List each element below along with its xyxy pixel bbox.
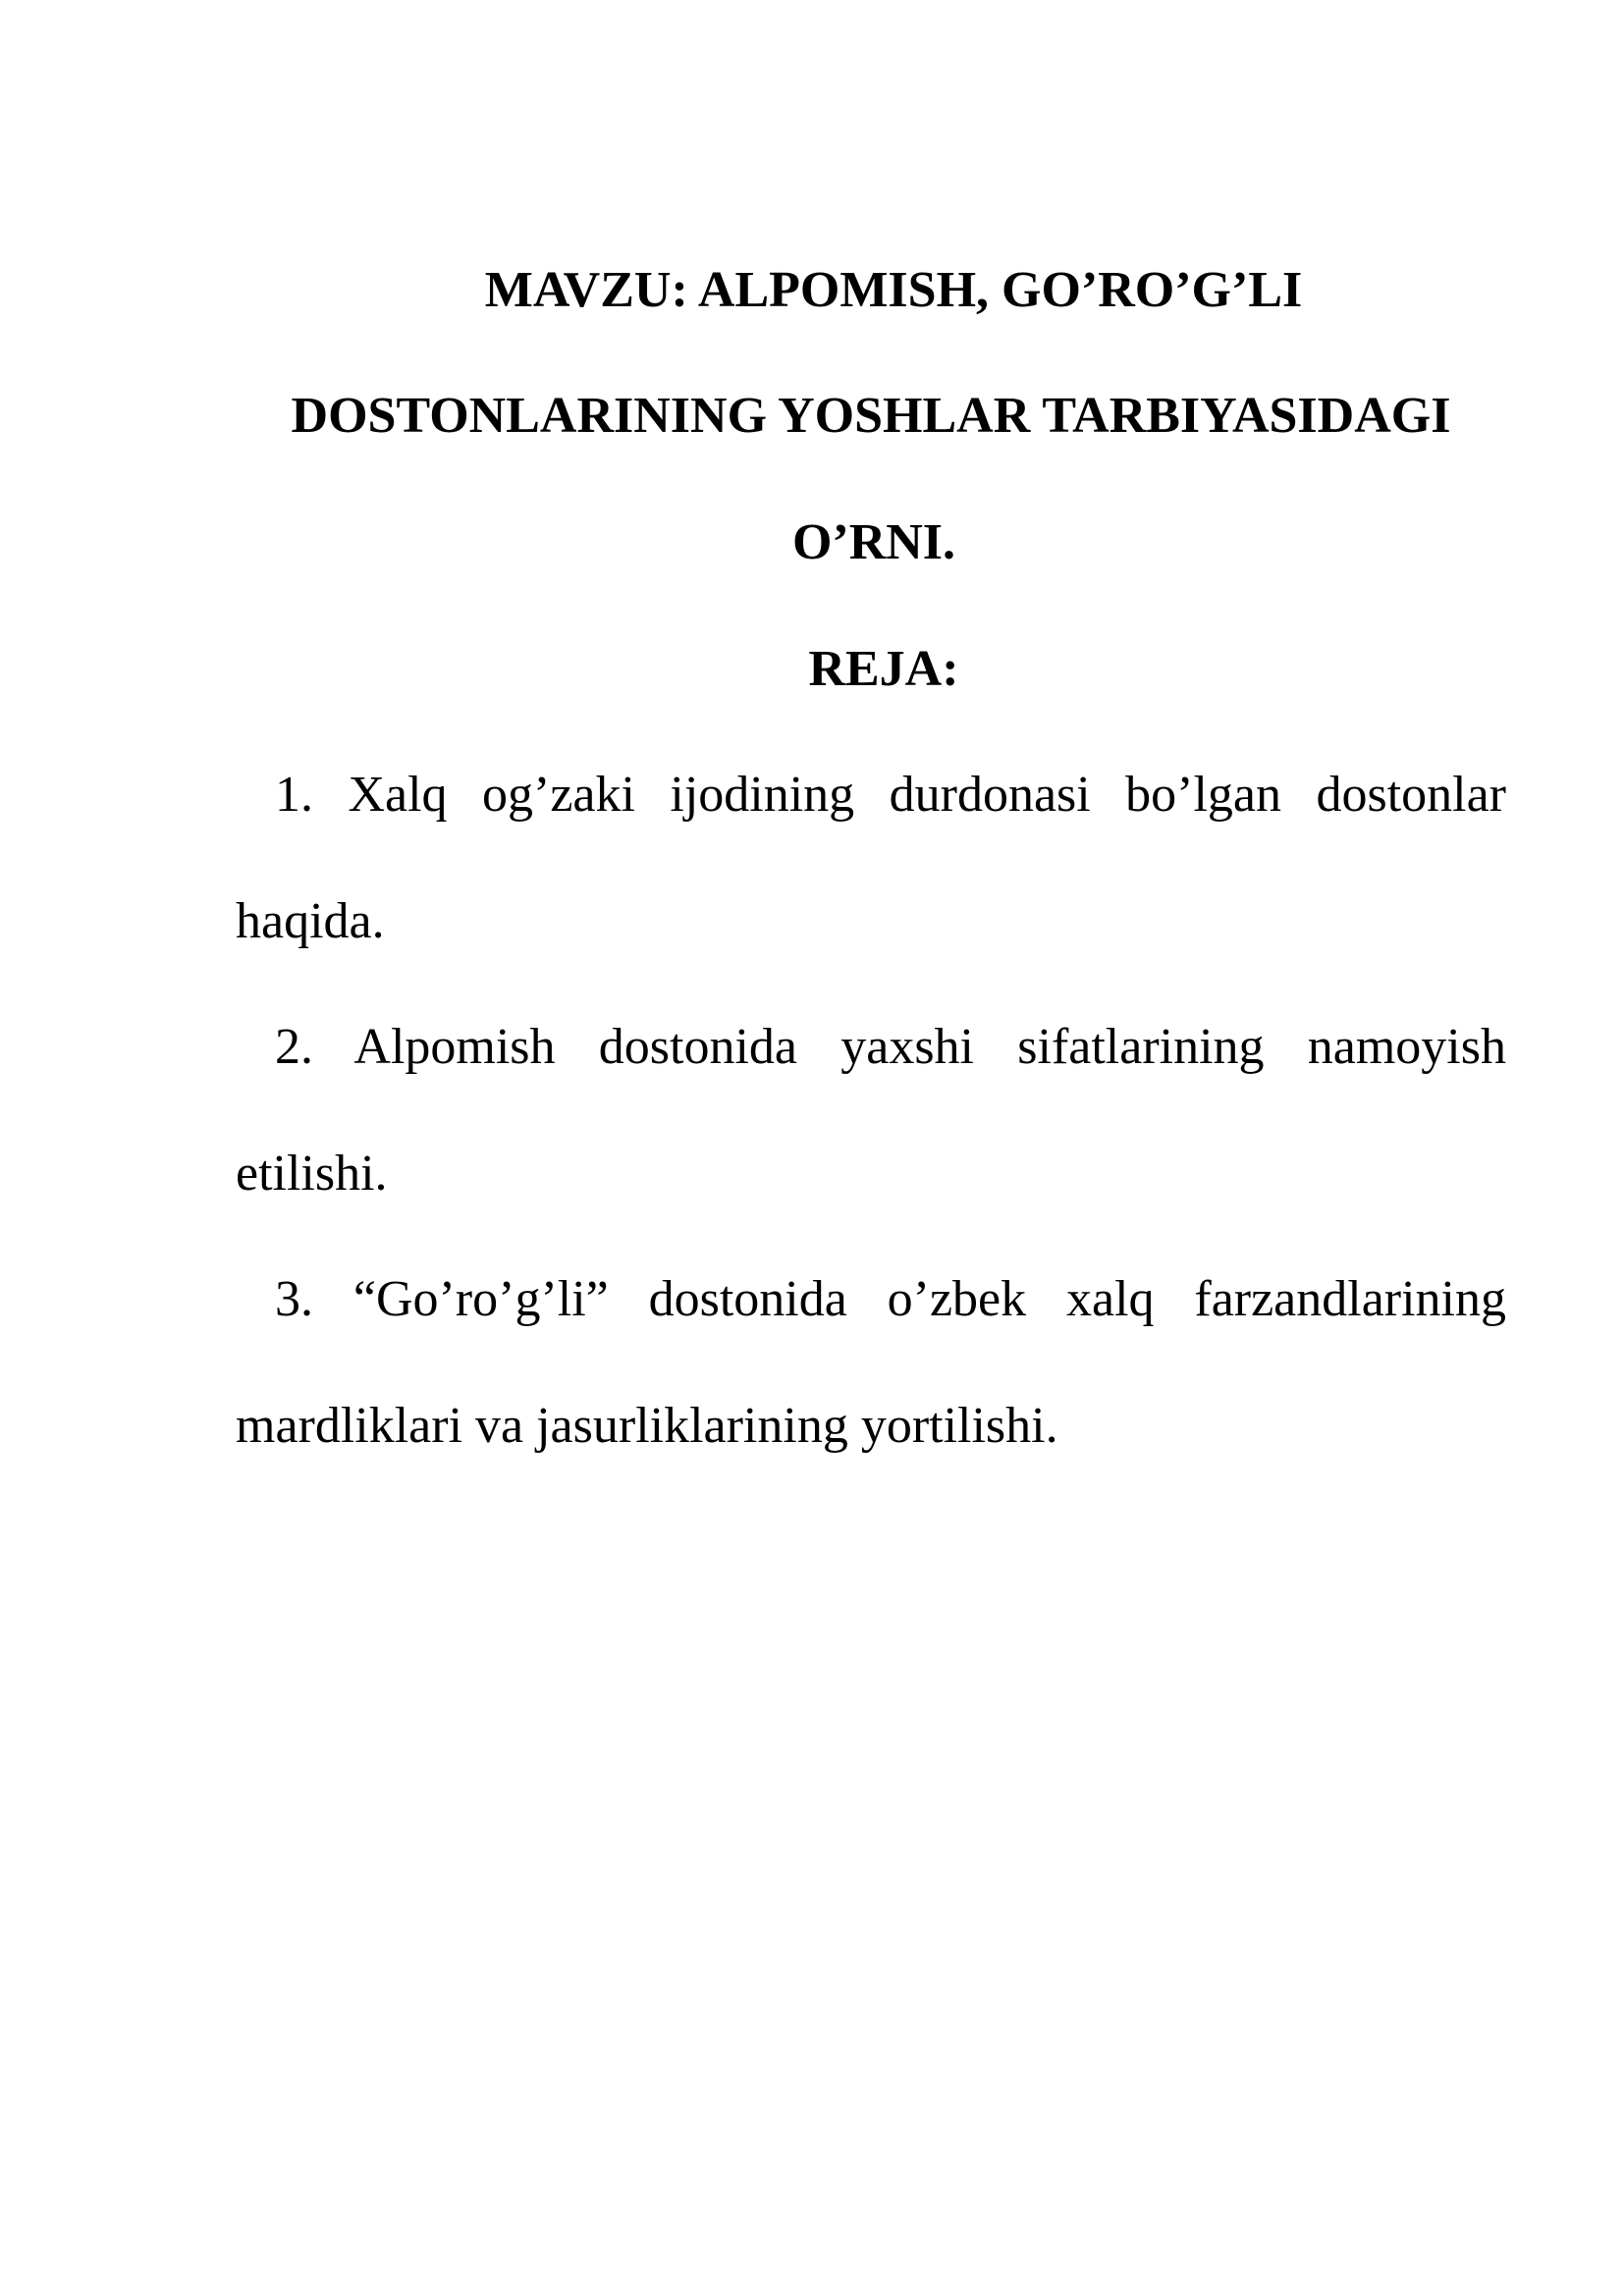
plan-item-3-line-2: mardliklari va jasurliklarining yortilishi. (236, 1398, 1058, 1454)
document-title-line-2: DOSTONLARINING YOSHLAR TARBIYASIDAGI (291, 388, 1451, 444)
plan-item-2-line-1: 2. Alpomish dostonida yaxshi sifatlarining namoyish (275, 1019, 1506, 1075)
document-title-line-1: MAVZU: ALPOMISH, GO’RO’G’LI (484, 262, 1303, 318)
document-title-line-3: O’RNI. (791, 514, 956, 570)
plan-heading: REJA: (808, 641, 959, 697)
plan-item-3-line-1: 3. “Go’ro’g’li” dostonida o’zbek xalq farzandlarining (275, 1271, 1506, 1327)
plan-item-1-line-2: haqida. (236, 893, 385, 949)
plan-item-1-line-1: 1. Xalq og’zaki ijodining durdonasi bo’lgan dostonlar (275, 767, 1506, 823)
plan-item-2-line-2: etilishi. (236, 1146, 388, 1201)
